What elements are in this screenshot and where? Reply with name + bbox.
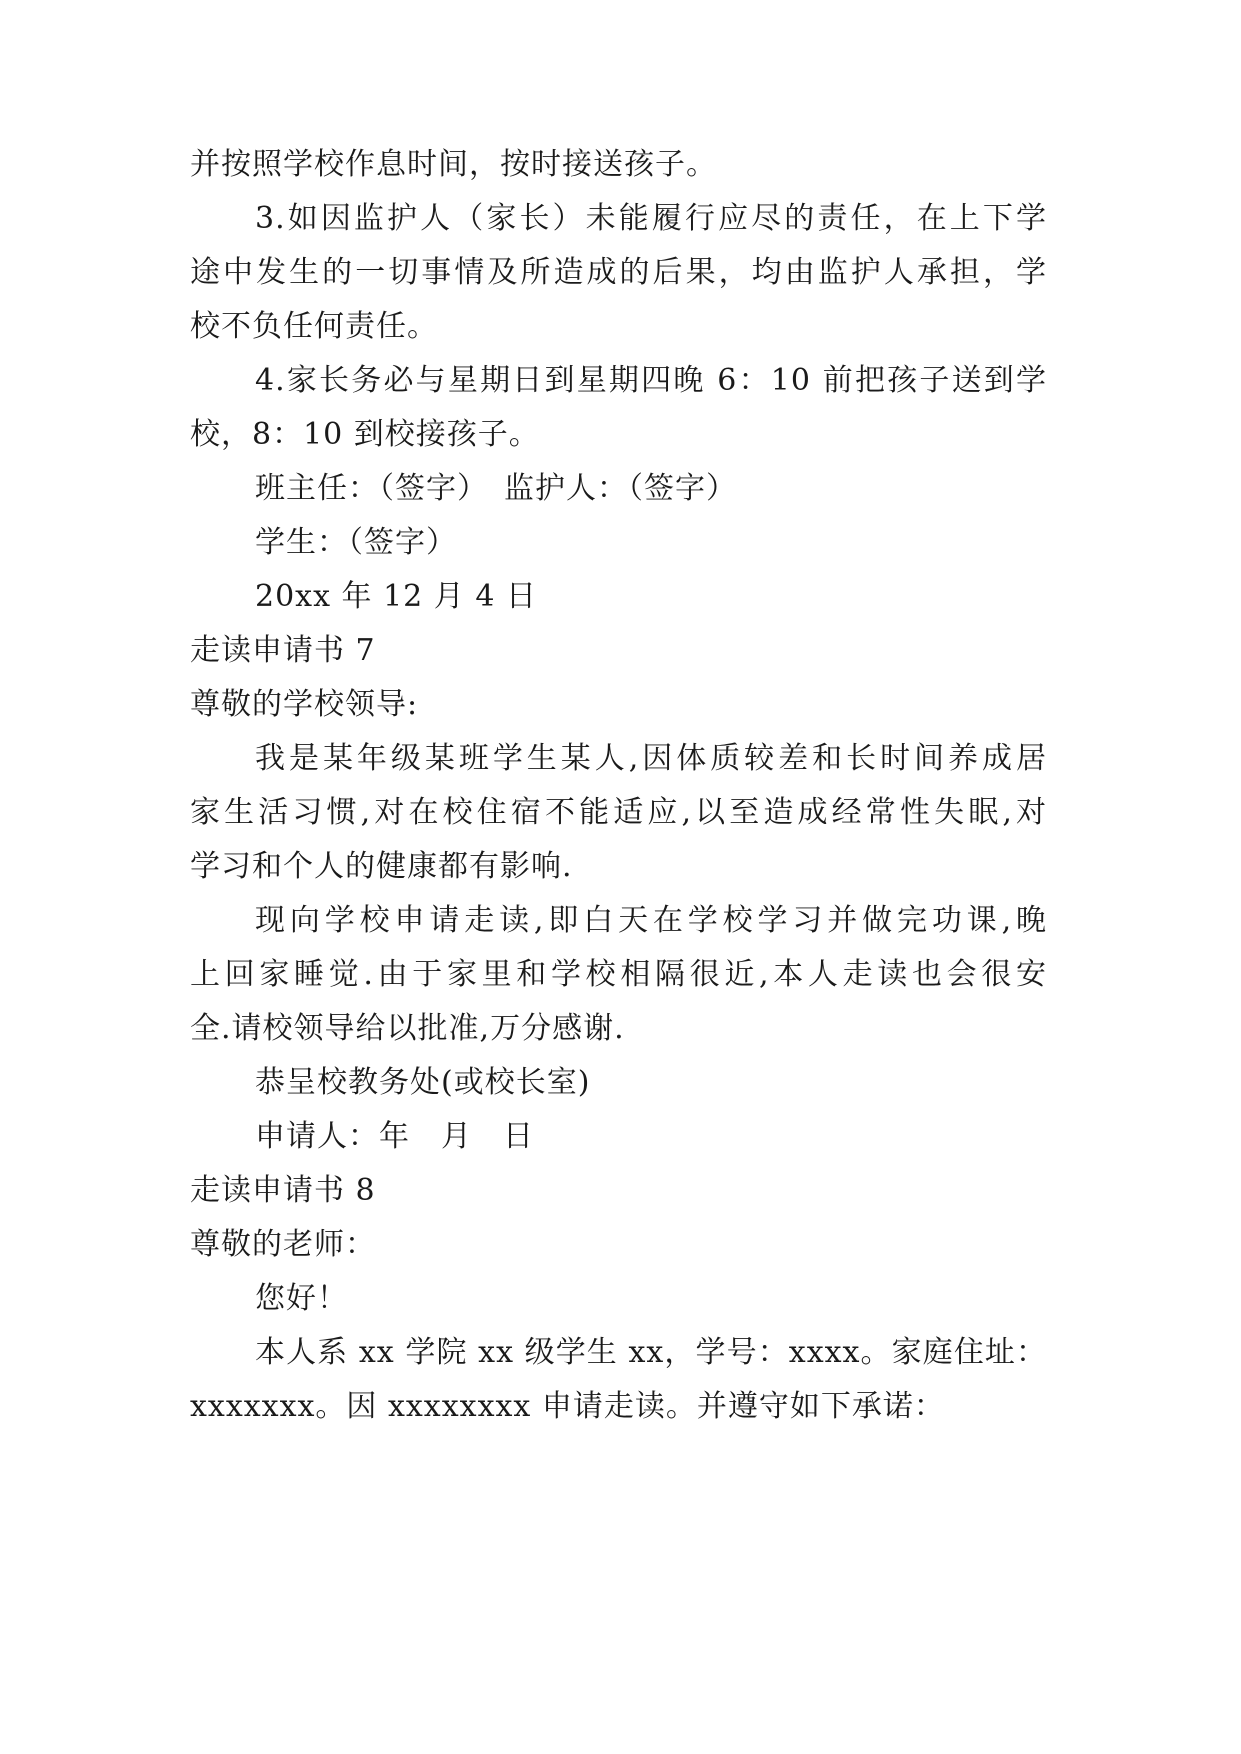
text-line [0, 955, 1241, 995]
text-line [0, 793, 1241, 833]
line-text: 学生：（签字） [255, 525, 457, 560]
text-line [0, 199, 1241, 239]
greeting [0, 1279, 1241, 1319]
line-text: 我是某年级某班学生某人,因体质较差和长时间养成居 [255, 741, 1047, 776]
text-line [0, 1387, 1241, 1427]
line-text: 现向学校申请走读,即白天在学校学习并做完功课,晚 [255, 903, 1047, 938]
line-text: 班主任：（签字） 监护人：（签字） [255, 471, 737, 506]
signature-line [0, 523, 1241, 563]
line-text: 走读申请书 7 [190, 633, 376, 668]
text-line [0, 739, 1241, 779]
line-text: 上回家睡觉.由于家里和学校相隔很近,本人走读也会很安 [190, 957, 1047, 992]
line-text: 全.请校领导给以批准,万分感谢. [190, 1011, 625, 1046]
line-text: 走读申请书 8 [190, 1173, 376, 1208]
text-line [0, 415, 1241, 455]
line-text: 并按照学校作息时间，按时接送孩子。 [190, 147, 717, 182]
text-line [0, 145, 1241, 185]
line-text: 途中发生的一切事情及所造成的后果，均由监护人承担，学 [190, 255, 1047, 290]
text-line [0, 1009, 1241, 1049]
line-text: 恭呈校教务处(或校长室) [255, 1065, 591, 1100]
line-text: 校不负任何责任。 [190, 309, 438, 344]
line-text: xxxxxxx。因 xxxxxxxx 申请走读。并遵守如下承诺： [190, 1389, 945, 1424]
line-text: 您好！ [255, 1281, 348, 1316]
signature-line [0, 1117, 1241, 1157]
line-text: 尊敬的学校领导: [190, 687, 419, 722]
text-line [0, 847, 1241, 887]
line-text: 申请人：年 月 日 [255, 1119, 534, 1154]
text-line [0, 1333, 1241, 1373]
text-line [0, 253, 1241, 293]
text-line [0, 307, 1241, 347]
line-text: 校，8：10 到校接孩子。 [190, 417, 540, 452]
line-text: 家生活习惯,对在校住宿不能适应,以至造成经常性失眠,对 [190, 795, 1047, 830]
section-title [0, 631, 1241, 671]
salutation [0, 685, 1241, 725]
text-line [0, 361, 1241, 401]
line-text: 尊敬的老师： [190, 1227, 376, 1262]
line-text: 20xx 年 12 月 4 日 [255, 579, 537, 614]
signature-line [0, 469, 1241, 509]
text-line [0, 901, 1241, 941]
line-text: 本人系 xx 学院 xx 级学生 xx，学号：xxxx。家庭住址： [255, 1335, 1047, 1370]
salutation [0, 1225, 1241, 1265]
line-text: 学习和个人的健康都有影响. [190, 849, 573, 884]
text-line [0, 1063, 1241, 1103]
line-text: 3.如因监护人（家长）未能履行应尽的责任，在上下学 [255, 201, 1047, 236]
section-title [0, 1171, 1241, 1211]
date-line [0, 577, 1241, 617]
line-text: 4.家长务必与星期日到星期四晚 6：10 前把孩子送到学 [255, 363, 1047, 398]
